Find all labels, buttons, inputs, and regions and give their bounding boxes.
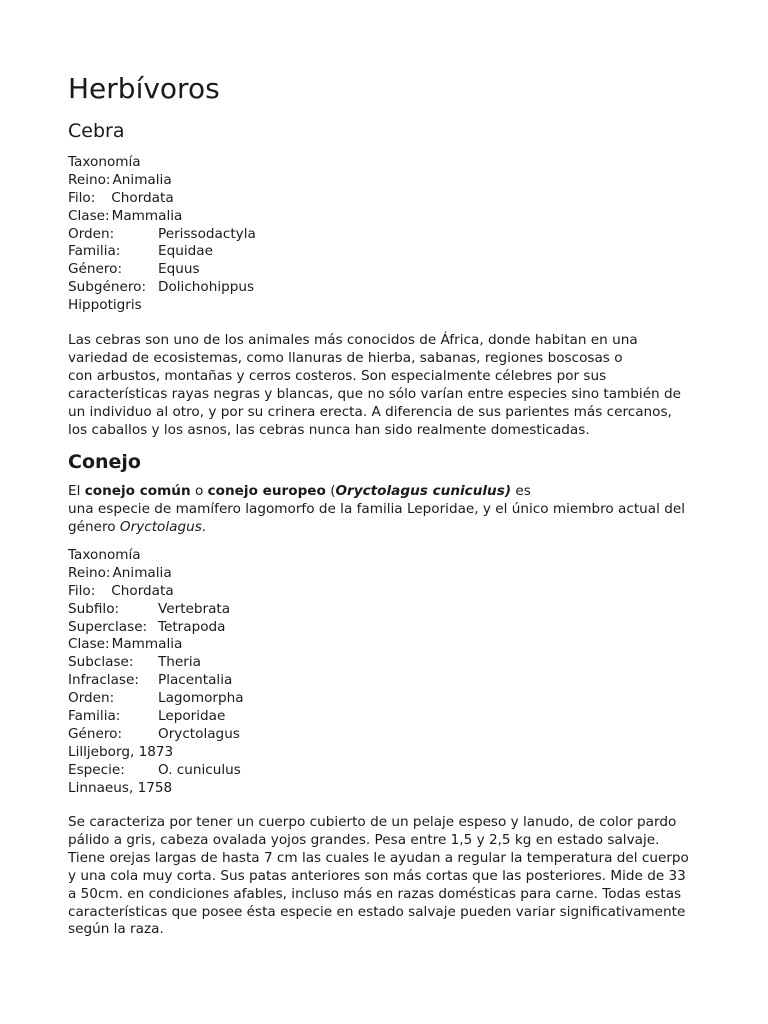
conejo-description: Se caracteriza por tener un cuerpo cubierto de un pelaje espeso y lanudo, de color pardo pálido a gris, cabeza ovalada yojos grandes. Pesa entre 1,5 y 2,5 kg en estado salvaje. Tiene orejas largas de hasta 7 cm las cuales le ayudan a regular la temperatura del cuerpo y una cola muy corta. Sus patas anteriores son más cortas que las posteriores. Mide de 33 a 50cm. en condiciones afables, incluso más en razas domésticas para carne. Todas estas características que posee ésta especie en estado salvaje pueden variar significativamente según la raza. bbox=[68, 814, 689, 938]
taxonomy-row-clase: Clase: Mammalia bbox=[68, 636, 183, 653]
taxonomy-row-infraclase: Infraclase: Placentalia bbox=[68, 672, 233, 689]
taxonomy-label: Taxonomía bbox=[68, 547, 141, 563]
taxonomy-row-subclase: Subclase: Theria bbox=[68, 654, 201, 671]
taxonomy-row-reino: Reino: Animalia bbox=[68, 564, 172, 581]
taxonomy-row-filo: Filo: Chordata bbox=[68, 189, 174, 206]
taxonomy-extra: Hippotigris bbox=[68, 297, 142, 314]
taxonomy-row-familia: Familia: Equidae bbox=[68, 243, 213, 260]
section-heading-conejo: Conejo bbox=[68, 451, 141, 473]
taxonomy-row-especie: Especie: O. cuniculus bbox=[68, 761, 241, 778]
taxonomy-authority: Lilljeborg, 1873 bbox=[68, 743, 174, 760]
cebra-description: Las cebras son uno de los animales más conocidos de África, donde habitan en una variedad de ecosistemas, como llanuras de hierba, sabanas, regiones boscosas o con arbustos, montañas y cerros costeros. Son especialmente célebres por sus características rayas negras y blancas, que no sólo varían entre especies sino también de un individuo al otro, y por su crinera erecta. A diferencia de sus parientes más cercanos, los caballos y los asnos, las cebras nunca han sido realmente domesticadas. bbox=[68, 332, 681, 438]
page-title: Herbívoros bbox=[68, 72, 220, 105]
taxonomy-authority: Linnaeus, 1758 bbox=[68, 779, 173, 796]
section-heading-cebra: Cebra bbox=[68, 120, 125, 142]
taxonomy-cebra bbox=[68, 154, 468, 315]
taxonomy-row-reino: Reino: Animalia bbox=[68, 171, 172, 188]
taxonomy-row-subfilo: Subfilo: Vertebrata bbox=[68, 600, 231, 617]
taxonomy-row-genero: Género: Oryctolagus bbox=[68, 725, 240, 742]
taxonomy-row-orden: Orden: Lagomorpha bbox=[68, 690, 244, 707]
taxonomy-row-genero: Género: Equus bbox=[68, 261, 200, 278]
taxonomy-row-superclase: Superclase: Tetrapoda bbox=[68, 618, 226, 635]
taxonomy-row-orden: Orden: Perissodactyla bbox=[68, 225, 256, 242]
taxonomy-row-clase: Clase: Mammalia bbox=[68, 207, 183, 224]
taxonomy-row-subgenero: Subgénero: Dolichohippus bbox=[68, 279, 255, 296]
taxonomy-row-familia: Familia: Leporidae bbox=[68, 708, 226, 725]
taxonomy-conejo bbox=[68, 547, 468, 797]
taxonomy-row-filo: Filo: Chordata bbox=[68, 582, 174, 599]
taxonomy-label: Taxonomía bbox=[68, 154, 141, 170]
conejo-intro: El conejo común o conejo europeo (Oryctolagus cuniculus) es una especie de mamífero lagomorfo de la familia Leporidae, y el único miembro actual del género Oryctolagus. bbox=[68, 483, 685, 535]
